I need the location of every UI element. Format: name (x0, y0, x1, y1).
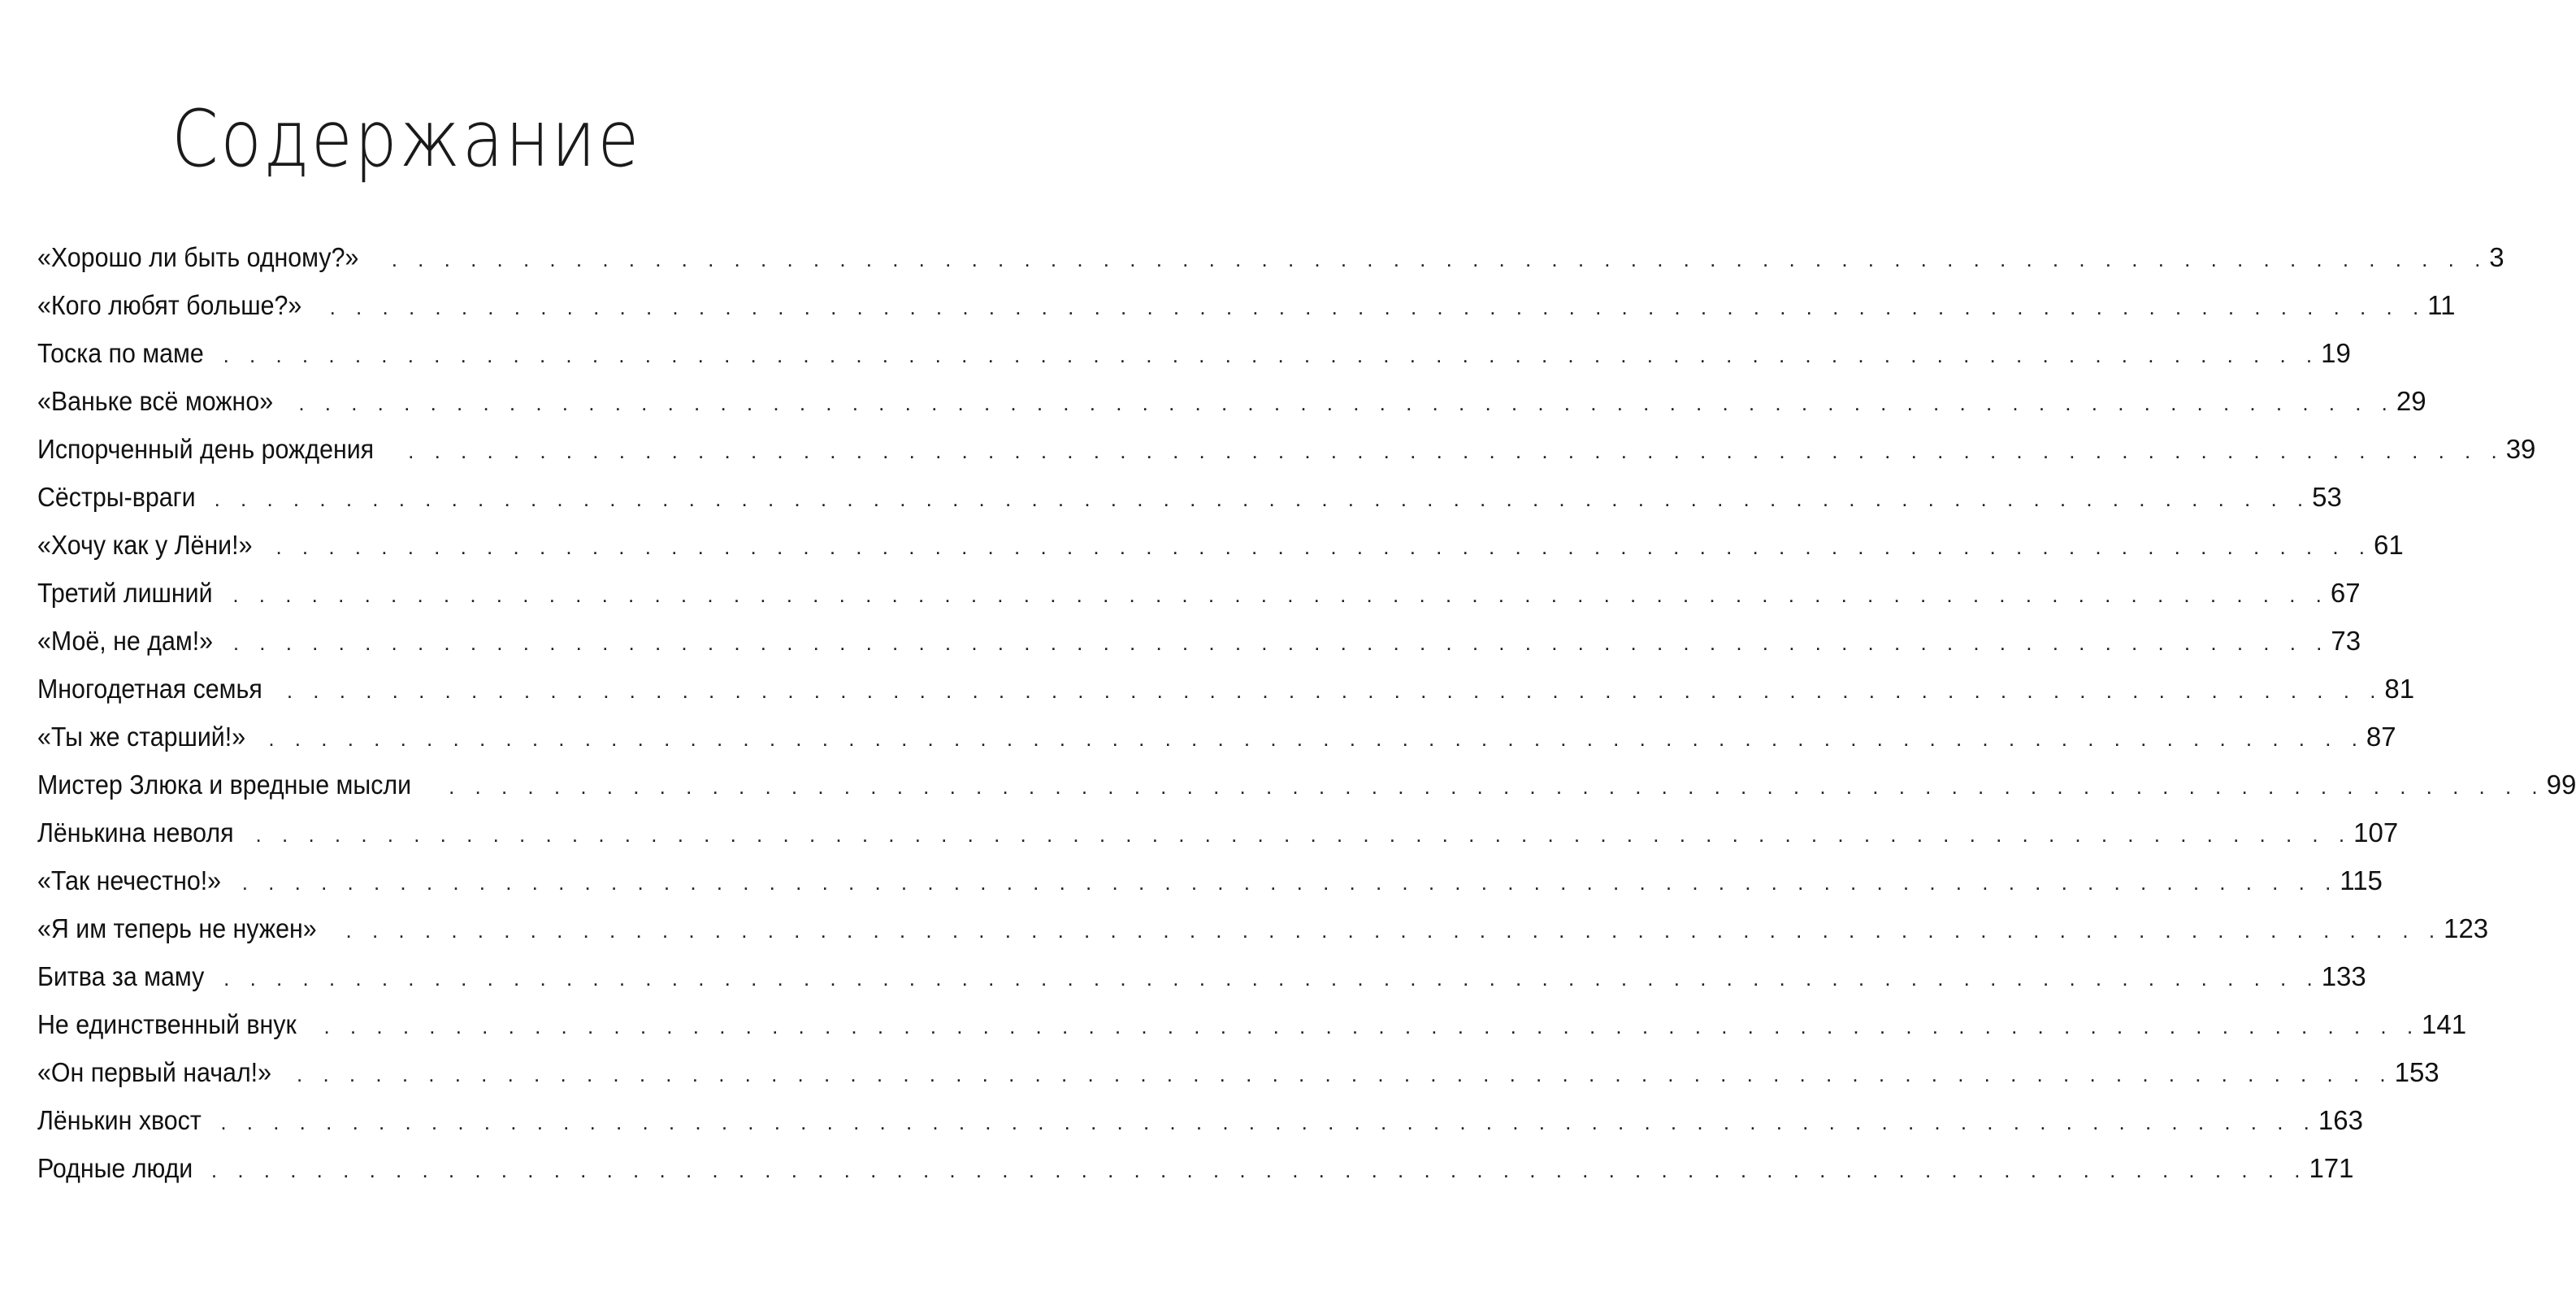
toc-entry-page-number: 39 (2505, 434, 2536, 464)
toc-leader-dots: . . . . . . . . . . . . . . . . . . . . . . . . . . . . . . . . . . . . . . . . . . . . . . . . . . . . . . . . . . . . . . . . . . . . . . . . . . . . . . . . (223, 966, 2320, 991)
toc-entry-title: Сёстры-враги (37, 482, 196, 512)
toc-entry (37, 473, 2342, 521)
toc-entry-page-number: 123 (2444, 913, 2489, 943)
toc-entry-title: «Моё, не дам!» (37, 626, 214, 656)
toc-leader-dots: . . . . . . . . . . . . . . . . . . . . . . . . . . . . . . . . . . . . . . . . . . . . . . . . . . . . . . . . . . . . . . . . . . . . . . . . . . . . . . . . (297, 1062, 2393, 1086)
toc-entry (37, 233, 2504, 281)
toc-entry-page-number: 133 (2321, 961, 2366, 991)
toc-entry-title: Родные люди (37, 1153, 193, 1183)
toc-entry (37, 856, 2383, 904)
toc-entry-page-number: 141 (2422, 1009, 2467, 1039)
toc-entry (37, 617, 2361, 665)
toc-entry (37, 329, 2351, 377)
toc-leader-dots: . . . . . . . . . . . . . . . . . . . . . . . . . . . . . . . . . . . . . . . . . . . . . . . . . . . . . . . . . . . . . . . . . . . . . . . . . . . . . . . . (232, 631, 2330, 655)
toc-entry-page-number: 67 (2330, 578, 2361, 608)
toc-entry-page-number: 61 (2374, 530, 2404, 560)
toc-entry-title: «Ты же старший!» (37, 722, 246, 752)
toc-entry-page-number: 53 (2312, 482, 2342, 512)
toc-entry-page-number: 11 (2427, 290, 2456, 320)
toc-leader-dots: . . . . . . . . . . . . . . . . . . . . . . . . . . . . . . . . . . . . . . . . . . . . . . . . . . . . . . . . . . . . . . . . . . . . . . . . . . . . . . . . (220, 1110, 2317, 1134)
toc-entry-page-number: 99 (2546, 770, 2576, 800)
toc-leader-dots: . . . . . . . . . . . . . . . . . . . . . . . . . . . . . . . . . . . . . . . . . . . . . . . . . . . . . . . . . . . . . . . . . . . . . . . . . . . . . . . . (345, 918, 2443, 943)
toc-entry-page-number: 73 (2331, 626, 2361, 656)
toc-entry (37, 1096, 2363, 1144)
toc-leader-dots: . . . . . . . . . . . . . . . . . . . . . . . . . . . . . . . . . . . . . . . . . . . . . . . . . . . . . . . . . . . . . . . . . . . . . . . . . . . . . . . . (275, 535, 2373, 559)
toc-entry (37, 281, 2456, 329)
toc-entry-title: Лёнькин хвост (37, 1105, 202, 1135)
toc-entry-title: Тоска по маме (37, 338, 204, 368)
toc-entry-title: Битва за маму (37, 961, 205, 991)
toc-leader-dots: . . . . . . . . . . . . . . . . . . . . . . . . . . . . . . . . . . . . . . . . . . . . . . . . . . . . . . . . . . . . . . . . . . . . . . . . . . . . . . . . (210, 1158, 2308, 1182)
toc-leader-dots: . . . . . . . . . . . . . . . . . . . . . . . . . . . . . . . . . . . . . . . . . . . . . . . . . . . . . . . . . . . . . . . . . . . . . . . . . . . . . . . . (268, 726, 2365, 751)
toc-entry-title: Многодетная семья (37, 674, 262, 704)
toc-entry (37, 665, 2415, 713)
toc-entry-page-number: 171 (2309, 1153, 2354, 1183)
toc-entry (37, 904, 2489, 952)
toc-leader-dots: . . . . . . . . . . . . . . . . . . . . . . . . . . . . . . . . . . . . . . . . . . . . . . . . . . . . . . . . . . . . . . . . . . . . . . . . . . . . . . . . (232, 583, 2329, 607)
toc-entry (37, 761, 2576, 809)
toc-entry-title: «Я им теперь не нужен» (37, 913, 317, 943)
toc-entry (37, 1000, 2467, 1048)
toc-entry-title: Испорченный день рождения (37, 434, 375, 464)
toc-entry-page-number: 115 (2340, 865, 2383, 895)
toc-leader-dots: . . . . . . . . . . . . . . . . . . . . . . . . . . . . . . . . . . . . . . . . . . . . . . . . . . . . . . . . . . . . . . . . . . . . . . . . . . . . . . . . (255, 822, 2353, 847)
toc-entry (37, 713, 2396, 761)
toc-entry (37, 1048, 2439, 1096)
page-title: Содержание (171, 93, 641, 184)
toc-leader-dots: . . . . . . . . . . . . . . . . . . . . . . . . . . . . . . . . . . . . . . . . . . . . . . . . . . . . . . . . . . . . . . . . . . . . . . . . . . . . . . . . (391, 247, 2488, 271)
toc-entry-title: «Так нечестно!» (37, 865, 222, 895)
toc-entry (37, 425, 2536, 473)
toc-entry (37, 809, 2399, 856)
toc-entry-page-number: 153 (2394, 1057, 2439, 1087)
toc-leader-dots: . . . . . . . . . . . . . . . . . . . . . . . . . . . . . . . . . . . . . . . . . . . . . . . . . . . . . . . . . . . . . . . . . . . . . . . . . . . . . . . . (298, 391, 2395, 415)
table-of-contents (37, 233, 2576, 1192)
toc-entry (37, 952, 2366, 1000)
toc-entry (37, 1144, 2354, 1192)
toc-entry (37, 569, 2361, 617)
toc-leader-dots: . . . . . . . . . . . . . . . . . . . . . . . . . . . . . . . . . . . . . . . . . . . . . . . . . . . . . . . . . . . . . . . . . . . . . . . . . . . . . . . . (323, 1014, 2421, 1038)
toc-leader-dots: . . . . . . . . . . . . . . . . . . . . . . . . . . . . . . . . . . . . . . . . . . . . . . . . . . . . . . . . . . . . . . . . . . . . . . . . . . . . . . . . (223, 343, 2320, 367)
toc-entry-title: «Кого любят больше?» (37, 290, 302, 320)
toc-entry-title: Третий лишний (37, 578, 213, 608)
toc-entry (37, 377, 2426, 425)
toc-leader-dots: . . . . . . . . . . . . . . . . . . . . . . . . . . . . . . . . . . . . . . . . . . . . . . . . . . . . . . . . . . . . . . . . . . . . . . . . . . . . . . . . (286, 679, 2383, 703)
toc-leader-dots: . . . . . . . . . . . . . . . . . . . . . . . . . . . . . . . . . . . . . . . . . . . . . . . . . . . . . . . . . . . . . . . . . . . . . . . . . . . . . . . . (241, 870, 2339, 895)
toc-entry-title: Не единственный внук (37, 1009, 297, 1039)
toc-entry-title: Лёнькина неволя (37, 817, 234, 848)
toc-entry-page-number: 87 (2366, 722, 2396, 752)
toc-entry-title: «Хочу как у Лёни!» (37, 530, 253, 560)
toc-entry (37, 521, 2404, 569)
toc-leader-dots: . . . . . . . . . . . . . . . . . . . . . . . . . . . . . . . . . . . . . . . . . . . . . . . . . . . . . . . . . . . . . . . . . . . . . . . . . . . . . . . . (449, 774, 2545, 799)
toc-leader-dots: . . . . . . . . . . . . . . . . . . . . . . . . . . . . . . . . . . . . . . . . . . . . . . . . . . . . . . . . . . . . . . . . . . . . . . . . . . . . . . . . (214, 487, 2311, 511)
toc-leader-dots: . . . . . . . . . . . . . . . . . . . . . . . . . . . . . . . . . . . . . . . . . . . . . . . . . . . . . . . . . . . . . . . . . . . . . . . . . . . . . . . . (408, 439, 2504, 463)
toc-entry-page-number: 81 (2384, 674, 2415, 704)
toc-entry-title: «Хорошо ли быть одному?» (37, 242, 359, 272)
toc-entry-page-number: 3 (2489, 242, 2504, 272)
toc-leader-dots: . . . . . . . . . . . . . . . . . . . . . . . . . . . . . . . . . . . . . . . . . . . . . . . . . . . . . . . . . . . . . . . . . . . . . . . . . . . . . . . . (329, 295, 2426, 319)
toc-entry-title: Мистер Злюка и вредные мысли (37, 770, 412, 800)
toc-entry-page-number: 19 (2321, 338, 2351, 368)
toc-entry-page-number: 29 (2396, 386, 2426, 416)
toc-entry-page-number: 107 (2353, 817, 2399, 848)
toc-entry-title: «Он первый начал!» (37, 1057, 271, 1087)
toc-entry-page-number: 163 (2318, 1105, 2363, 1135)
toc-entry-title: «Ваньке всё можно» (37, 386, 274, 416)
